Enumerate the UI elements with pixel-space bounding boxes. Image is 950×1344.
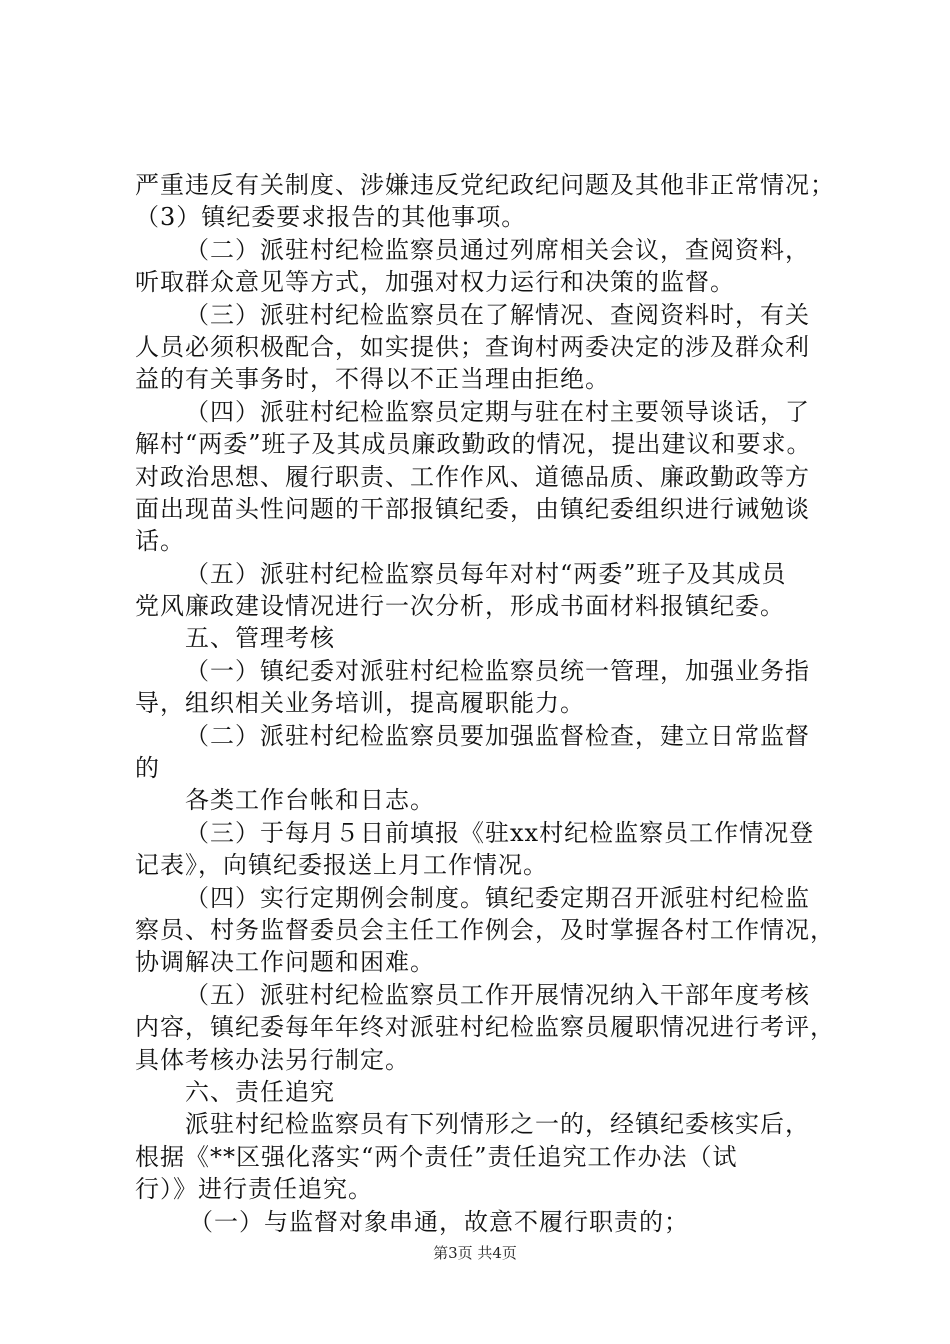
- text-line: （三）派驻村纪检监察员在了解情况、查阅资料时，有关: [185, 300, 810, 329]
- text-line: 听取群众意见等方式，加强对权力运行和决策的监督。: [135, 268, 735, 297]
- text-line: 严重违反有关制度、涉嫌违反党纪政纪问题及其他非正常情况；: [135, 171, 835, 199]
- text-line: 解村“两委”班子及其成员廉政勤政的情况，提出建议和要求。: [135, 430, 812, 459]
- body-text: [135, 169, 835, 1238]
- text-line: 派驻村纪检监察员有下列情形之一的，经镇纪委核实后，: [185, 1110, 810, 1139]
- text-line: 益的有关事务时，不得以不正当理由拒绝。: [135, 365, 610, 394]
- text-line: （二）派驻村纪检监察员通过列席相关会议，查阅资料，: [185, 235, 810, 264]
- page-number-footer: 第3页 共4页: [433, 1244, 517, 1262]
- text-line: （四）实行定期例会制度。镇纪委定期召开派驻村纪检监: [185, 883, 810, 912]
- text-line: （五）派驻村纪检监察员工作开展情况纳入干部年度考核: [185, 980, 810, 1009]
- text-line: （三）于每月５日前填报《驻xx村纪检监察员工作情况登: [185, 818, 815, 847]
- text-line: 根据《**区强化落实“两个责任”责任追究工作办法（试: [135, 1142, 738, 1171]
- text-line: 察员、村务监督委员会主任工作例会，及时掌握各村工作情况，: [135, 915, 835, 944]
- text-line: （3）镇纪委要求报告的其他事项。: [135, 203, 527, 232]
- text-line: （二）派驻村纪检监察员要加强监督检查，建立日常监督: [185, 721, 810, 750]
- text-line: 协调解决工作问题和困难。: [135, 948, 435, 977]
- text-line: 内容，镇纪委每年年终对派驻村纪检监察员履职情况进行考评，: [135, 1013, 835, 1042]
- text-line: 的: [135, 754, 160, 783]
- text-line: （四）派驻村纪检监察员定期与驻在村主要领导谈话，了: [185, 397, 810, 426]
- text-line: 行）》进行责任追究。: [135, 1175, 373, 1204]
- text-line: 面出现苗头性问题的干部报镇纪委，由镇纪委组织进行诫勉谈: [135, 494, 810, 523]
- text-line: 各类工作台帐和日志。: [185, 786, 435, 815]
- text-line: 具体考核办法另行制定。: [135, 1045, 410, 1074]
- text-line: 记表》，向镇纪委报送上月工作情况。: [135, 851, 548, 880]
- text-line: 人员必须积极配合，如实提供；查询村两委决定的涉及群众利: [135, 332, 810, 361]
- text-line: （一）镇纪委对派驻村纪检监察员统一管理，加强业务指: [185, 656, 810, 685]
- text-line: （五）派驻村纪检监察员每年对村“两委”班子及其成员: [185, 559, 787, 588]
- text-line: 话。: [135, 527, 185, 556]
- section-heading: 五、管理考核: [185, 624, 335, 653]
- text-line: 对政治思想、履行职责、工作作风、道德品质、廉政勤政等方: [135, 462, 810, 491]
- text-line: 导，组织相关业务培训，提高履职能力。: [135, 689, 585, 718]
- text-line: （一）与监督对象串通，故意不履行职责的；: [189, 1207, 689, 1236]
- section-heading: 六、责任追究: [185, 1077, 335, 1106]
- text-line: 党风廉政建设情况进行一次分析，形成书面材料报镇纪委。: [135, 592, 785, 621]
